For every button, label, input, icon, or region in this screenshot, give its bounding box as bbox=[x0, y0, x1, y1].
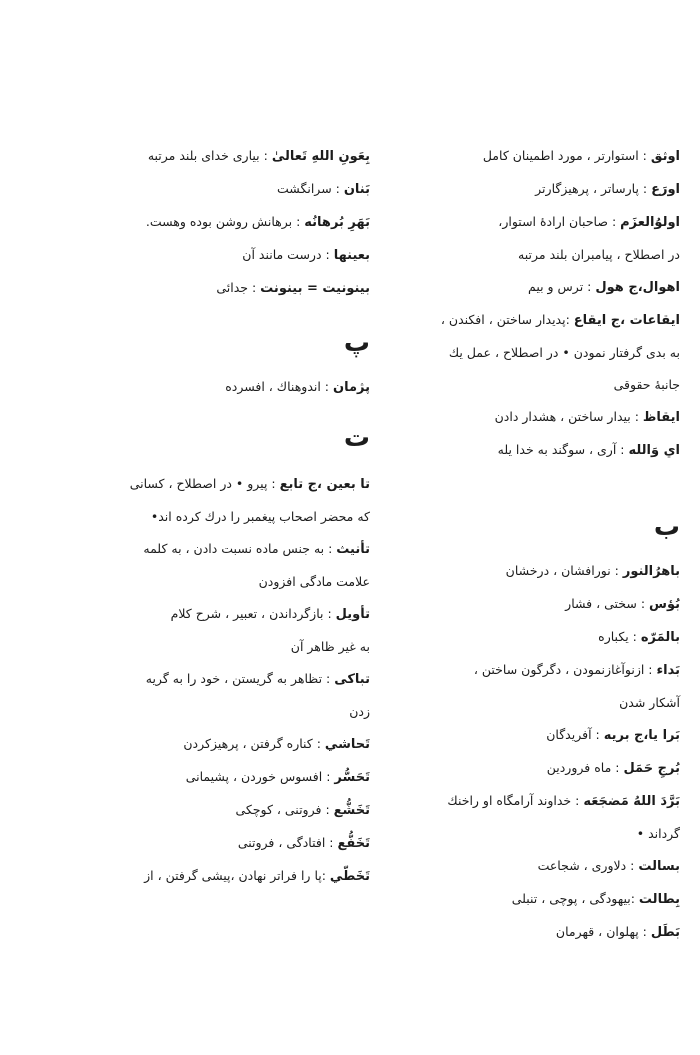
entry-line bbox=[380, 239, 680, 271]
entry-line bbox=[30, 794, 370, 827]
headword: اوثق bbox=[650, 149, 680, 164]
definition: : ازنوآغازنمودن ، دگرگون ساختن ، bbox=[473, 662, 657, 677]
headword: بَهَرِ بُرهانُه bbox=[304, 215, 370, 230]
definition: : صاحبان ارادهٔ استوار، bbox=[498, 214, 621, 229]
definition: :پا را فراتر نهادن ،پیشی گرفتن ، از bbox=[144, 868, 330, 883]
headword: بالمَرّه bbox=[640, 630, 680, 645]
entry-line bbox=[30, 533, 370, 566]
headword: اولوُالعزَم bbox=[620, 215, 680, 230]
entry-line bbox=[380, 555, 680, 588]
headword: باهرُالنور bbox=[622, 564, 680, 579]
entry-line bbox=[380, 434, 680, 467]
headword: بسالت bbox=[638, 859, 680, 874]
definition: : ترس و بیم bbox=[528, 279, 596, 294]
entry-line bbox=[30, 501, 370, 533]
headword: بینونیت = بینونت bbox=[260, 281, 370, 296]
headword: بُؤس bbox=[649, 597, 680, 612]
definition: : تظاهر به گریستن ، خود را به گریه bbox=[145, 671, 335, 686]
right-entries bbox=[380, 140, 680, 467]
definition: : بیاری خدای بلند مرتبه bbox=[147, 148, 272, 163]
section-t-entries bbox=[30, 468, 370, 893]
entry-line bbox=[30, 371, 370, 404]
definition: : بازگرداندن ، تعبیر ، شرح کلام bbox=[170, 606, 336, 621]
headword: تباکی bbox=[334, 672, 370, 687]
definition: زدن bbox=[349, 704, 370, 719]
definition: جانبهٔ حقوقی bbox=[613, 377, 680, 392]
headword: اهوال،ج هول bbox=[595, 280, 680, 295]
entry-line bbox=[380, 654, 680, 687]
headword: تَحاشي bbox=[324, 737, 370, 752]
headword: تَخَشُّع bbox=[333, 803, 370, 818]
definition: : افتادگی ، فروتنی bbox=[237, 835, 338, 850]
definition: : سرانگشت bbox=[277, 181, 344, 196]
headword: بَطَل bbox=[650, 925, 680, 940]
definition: علامت مادگی افزودن bbox=[258, 574, 370, 589]
definition: : آری ، سوگند به خدا یله bbox=[497, 442, 629, 457]
definition: : یکباره bbox=[598, 629, 641, 644]
entry-line bbox=[380, 140, 680, 173]
definition: : ماه فروردین bbox=[546, 760, 624, 775]
definition: : آفریدگان bbox=[546, 727, 604, 742]
entry-line bbox=[380, 785, 680, 818]
definition: : فروتنی ، کوچکی bbox=[235, 802, 334, 817]
section-letter-b: ب bbox=[653, 512, 680, 542]
section-p-entries bbox=[30, 371, 370, 404]
headword: تأنیث bbox=[336, 542, 370, 557]
section-b-entries bbox=[380, 555, 680, 949]
entry-line bbox=[30, 566, 370, 598]
definition: : سختی ، فشار bbox=[565, 596, 650, 611]
headword: اي وَالله bbox=[628, 443, 680, 458]
definition: : خداوند آرامگاه او راخنك bbox=[447, 793, 584, 808]
definition: : پیرو • در اصطلاح ، کسانی bbox=[129, 476, 280, 491]
definition: : برهانش روشن بوده وهست. bbox=[145, 214, 305, 229]
entry-line bbox=[380, 337, 680, 369]
headword: ایقاظ bbox=[642, 410, 680, 425]
definition: : اندوهناك ، افسرده bbox=[225, 379, 333, 394]
left-column bbox=[30, 140, 370, 893]
definition: : بیدار ساختن ، هشدار دادن bbox=[494, 409, 643, 424]
entry-line bbox=[380, 369, 680, 401]
entry-line bbox=[30, 272, 370, 305]
entry-line bbox=[30, 631, 370, 663]
headword: بِعَونِ اللهِ تَعالیٰ bbox=[271, 149, 370, 164]
headword: بَنان bbox=[343, 182, 370, 197]
definition: آشکار شدن bbox=[619, 695, 680, 710]
definition: : افسوس خوردن ، پشیمانی bbox=[185, 769, 335, 784]
definition: : پارساتر ، پرهیزگارتر bbox=[535, 181, 652, 196]
definition: : جدائی bbox=[216, 280, 261, 295]
left-entries bbox=[30, 140, 370, 305]
entry-line bbox=[30, 663, 370, 696]
definition: : پهلوان ، قهرمان bbox=[555, 924, 651, 939]
headword: تَخَفُّع bbox=[337, 836, 370, 851]
definition: گرداند • bbox=[636, 826, 680, 841]
headword: تا بعین ،ج تابع bbox=[279, 477, 370, 492]
headword: بَداء bbox=[656, 663, 680, 678]
entry-line bbox=[30, 696, 370, 728]
headword: اورَع bbox=[651, 182, 680, 197]
entry-line bbox=[380, 401, 680, 434]
headword: بُرجِ حَمَل bbox=[623, 761, 680, 776]
headword: بعینها bbox=[333, 248, 370, 263]
entry-line bbox=[380, 719, 680, 752]
definition: : نورافشان ، درخشان bbox=[505, 563, 623, 578]
entry-line bbox=[380, 304, 680, 337]
definition: در اصطلاح ، پیامبران بلند مرتبه bbox=[518, 247, 680, 262]
entry-line bbox=[380, 752, 680, 785]
entry-line bbox=[380, 621, 680, 654]
section-letter-t: ت bbox=[343, 423, 370, 453]
entry-line bbox=[380, 271, 680, 304]
definition: : استوارتر ، مورد اطمینان کامل bbox=[482, 148, 651, 163]
entry-line bbox=[30, 761, 370, 794]
entry-line bbox=[30, 239, 370, 272]
definition: که محضر اصحاب پیغمبر را درك کرده اند• bbox=[150, 509, 370, 524]
entry-line bbox=[30, 728, 370, 761]
entry-line bbox=[380, 687, 680, 719]
entry-line bbox=[30, 860, 370, 893]
entry-line bbox=[380, 883, 680, 916]
right-column bbox=[380, 140, 680, 949]
entry-line bbox=[380, 916, 680, 949]
entry-line bbox=[30, 206, 370, 239]
entry-line bbox=[30, 827, 370, 860]
entry-line bbox=[30, 468, 370, 501]
headword: تأویل bbox=[335, 607, 370, 622]
section-letter-p: پ bbox=[343, 328, 370, 358]
entry-line bbox=[30, 140, 370, 173]
headword: پژمان bbox=[333, 380, 370, 395]
definition: :بیهودگی ، پوچی ، تنبلی bbox=[511, 891, 639, 906]
entry-line bbox=[380, 588, 680, 621]
definition: : دلاوری ، شجاعت bbox=[537, 858, 639, 873]
definition: : کناره گرفتن ، پرهیزکردن bbox=[183, 736, 325, 751]
entry-line bbox=[380, 818, 680, 850]
entry-line bbox=[380, 173, 680, 206]
headword: تَحَسُّر bbox=[334, 770, 370, 785]
headword: ایقاعات ،ج ایقاع bbox=[573, 313, 680, 328]
definition: به غیر ظاهر آن bbox=[290, 639, 370, 654]
definition: : درست مانند آن bbox=[242, 247, 334, 262]
headword: بَرا یا،ج بریه bbox=[603, 728, 680, 743]
headword: بِطالت bbox=[638, 892, 680, 907]
headword: بَرَّدَ اللهُ مَضجَعَه bbox=[583, 794, 680, 809]
definition: : به جنس ماده نسبت دادن ، به کلمه bbox=[143, 541, 337, 556]
entry-line bbox=[380, 206, 680, 239]
headword: تَخَطّي bbox=[329, 869, 370, 884]
entry-line bbox=[30, 598, 370, 631]
entry-line bbox=[30, 173, 370, 206]
entry-line bbox=[380, 850, 680, 883]
definition: :پدیدار ساختن ، افکندن ، bbox=[440, 312, 574, 327]
definition: به بدی گرفتار نمودن • در اصطلاح ، عمل یك bbox=[448, 345, 680, 360]
